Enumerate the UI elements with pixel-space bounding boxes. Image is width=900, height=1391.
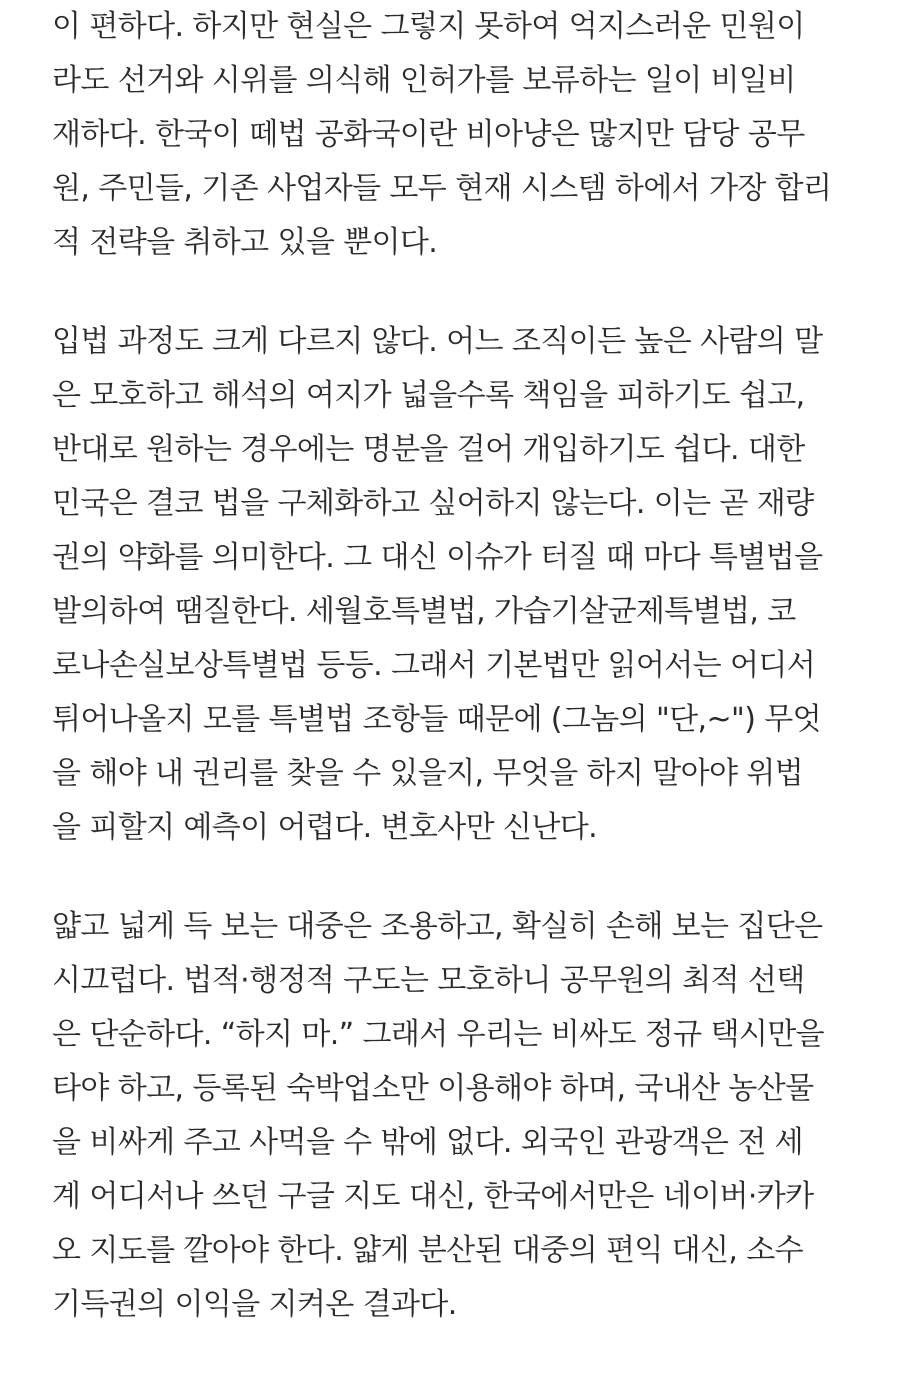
text-line: 기득권의 이익을 지켜온 결과다. [52, 1287, 457, 1322]
paragraph-3 [52, 900, 862, 1332]
text-line: 타야 하고, 등록된 숙박업소만 이용해야 하며, 국내산 농산물 [52, 1071, 814, 1106]
paragraph-gap [52, 855, 862, 900]
article-body [52, 0, 862, 1332]
text-line: 라도 선거와 시위를 의식해 인허가를 보류하는 일이 비일비 [52, 63, 796, 98]
text-line: 권의 약화를 의미한다. 그 대신 이슈가 터질 때 마다 특별법을 [52, 540, 823, 575]
text-line: 은 모호하고 해석의 여지가 넓을수록 책임을 피하기도 쉽고, [52, 378, 805, 413]
text-line: 적 전략을 취하고 있을 뿐이다. [52, 225, 438, 260]
text-line: 계 어디서나 쓰던 구글 지도 대신, 한국에서만은 네이버·카카 [52, 1179, 814, 1214]
paragraph-2 [52, 315, 862, 855]
text-line: 입법 과정도 크게 다르지 않다. 어느 조직이든 높은 사람의 말 [52, 324, 823, 359]
text-line: 원, 주민들, 기존 사업자들 모두 현재 시스템 하에서 가장 합리 [52, 171, 832, 206]
text-line: 시끄럽다. 법적·행정적 구도는 모호하니 공무원의 최적 선택 [52, 963, 805, 998]
text-line: 오 지도를 깔아야 한다. 얇게 분산된 대중의 편익 대신, 소수 [52, 1233, 804, 1268]
text-line: 을 해야 내 권리를 찾을 수 있을지, 무엇을 하지 말아야 위법 [52, 756, 804, 791]
text-line: 을 비싸게 주고 사먹을 수 밖에 없다. 외국인 관광객은 전 세 [52, 1125, 804, 1160]
text-line: 민국은 결코 법을 구체화하고 싶어하지 않는다. 이는 곧 재량 [52, 486, 814, 521]
paragraph-gap [52, 270, 862, 315]
text-line: 은 단순하다. “하지 마.” 그래서 우리는 비싸도 정규 택시만을 [52, 1017, 824, 1052]
text-line: 발의하여 땜질한다. 세월호특별법, 가습기살균제특별법, 코 [52, 594, 796, 629]
paragraph-1 [52, 0, 862, 270]
text-line: 을 피할지 예측이 어렵다. 변호사만 신난다. [52, 810, 598, 845]
text-line: 이 편하다. 하지만 현실은 그렇지 못하여 억지스러운 민원이 [52, 9, 805, 44]
text-line: 로나손실보상특별법 등등. 그래서 기본법만 읽어서는 어디서 [52, 648, 816, 683]
text-line: 얇고 넓게 득 보는 대중은 조용하고, 확실히 손해 보는 집단은 [52, 909, 823, 944]
text-line: 재하다. 한국이 떼법 공화국이란 비아냥은 많지만 담당 공무 [52, 117, 805, 152]
text-line: 반대로 원하는 경우에는 명분을 걸어 개입하기도 쉽다. 대한 [52, 432, 805, 467]
text-line: 튀어나올지 모를 특별법 조항들 때문에 (그놈의 "단,~") 무엇 [52, 702, 821, 737]
